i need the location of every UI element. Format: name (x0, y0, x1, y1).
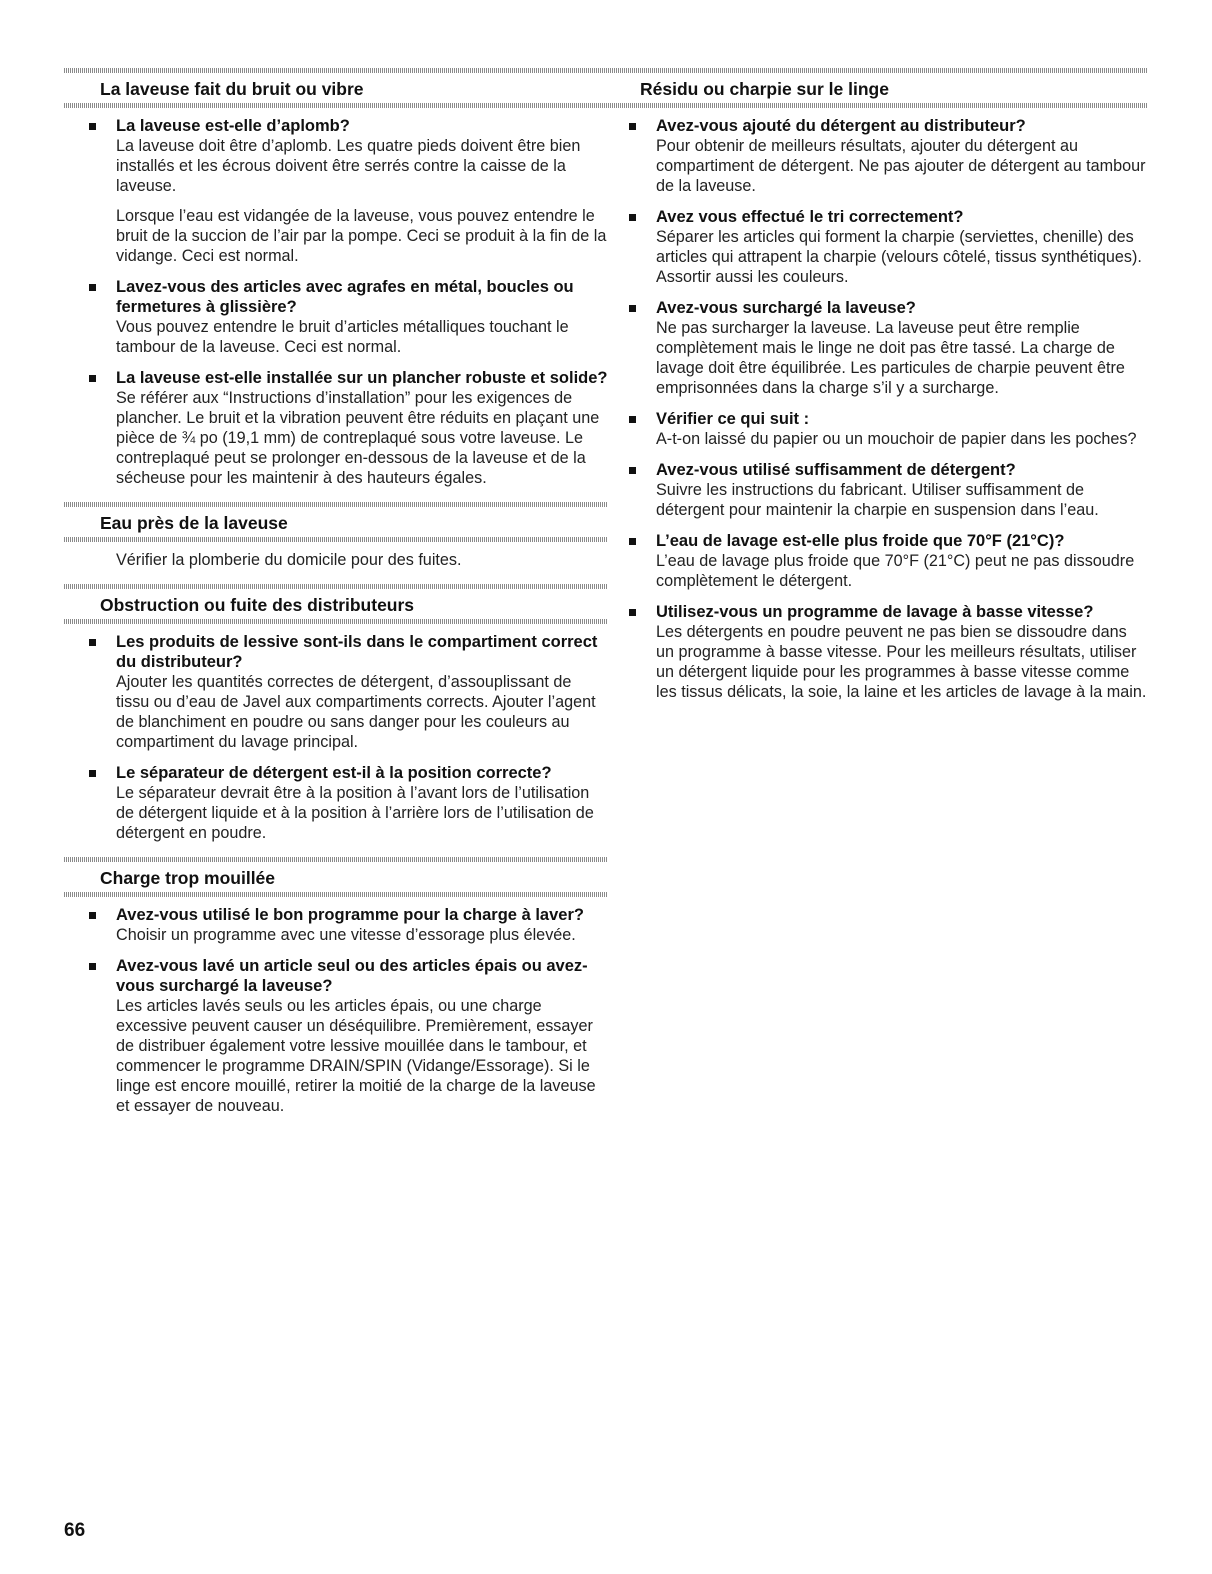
list-item (604, 409, 1148, 449)
list-item (64, 632, 608, 752)
section-header (64, 857, 608, 897)
list-item (604, 460, 1148, 520)
square-bullet-icon (89, 284, 96, 291)
section-title: Obstruction ou fuite des distributeurs (100, 595, 415, 615)
page-number: 66 (64, 1520, 86, 1541)
section-title: Eau près de la laveuse (100, 513, 288, 533)
section-text: Vérifier la plomberie du domicile pour des fuites. (116, 551, 462, 569)
question: Avez-vous surchargé la laveuse? (656, 299, 916, 317)
answer: Se référer aux “Instructions d’installation” pour les exigences de plancher. Le bruit et la vibration peuvent être réduits en plaçant une pièce de ¾ po (19,1 mm) de contreplaqué sous votre laveuse. Le contreplaqué peut se prolonger en-dessous de la laveuse et de la sécheuse pour les maintenir à des hauteurs égales. (116, 389, 600, 487)
answer: Le séparateur devrait être à la position à l’avant lors de l’utilisation de détergent liquide et à la position à l’arrière lors de l’utilisation de détergent en poudre. (116, 784, 594, 842)
square-bullet-icon (629, 467, 636, 474)
list-item (604, 298, 1148, 398)
list-item (604, 116, 1148, 196)
answer: Vous pouvez entendre le bruit d’articles métalliques touchant le tambour de la laveuse. Ceci est normal. (116, 318, 569, 356)
section-title: La laveuse fait du bruit ou vibre (100, 79, 364, 99)
answer: Suivre les instructions du fabricant. Utiliser suffisamment de détergent pour maintenir la charpie en suspension dans l’eau. (656, 481, 1099, 519)
section-noise-vibration (64, 68, 608, 488)
question: Les produits de lessive sont-ils dans le compartiment correct du distributeur? (116, 633, 598, 671)
square-bullet-icon (629, 416, 636, 423)
square-bullet-icon (629, 538, 636, 545)
answer: Les articles lavés seuls ou les articles épais, ou une charge excessive peuvent causer un déséquilibre. Premièrement, essayer de distribuer également votre lessive mouillée dans le tambour, et commencer le programme DRAIN/SPIN (Vidange/Essorage). Si le linge est encore mouillé, retirer la moitié de la charge de la laveuse et essayer de nouveau. (116, 997, 596, 1115)
square-bullet-icon (629, 214, 636, 221)
list-item (64, 956, 608, 1116)
answer: La laveuse doit être d’aplomb. Les quatre pieds doivent être bien installés et les écrous doivent être serrés contre la caisse de la laveuse. (116, 137, 581, 195)
square-bullet-icon (629, 609, 636, 616)
answer: Ajouter les quantités correctes de détergent, d’assouplissant de tissu ou d’eau de Javel aux compartiments corrects. Ajouter l’agent de blanchiment en poudre ou sans danger pour les couleurs au compartiment du lavage principal. (116, 673, 596, 751)
question: Le séparateur de détergent est-il à la position correcte? (116, 764, 552, 782)
square-bullet-icon (89, 123, 96, 130)
list-item (604, 602, 1148, 702)
question: Vérifier ce qui suit : (656, 410, 810, 428)
square-bullet-icon (89, 375, 96, 382)
question: La laveuse est-elle d’aplomb? (116, 117, 350, 135)
question: L’eau de lavage est-elle plus froide que 70°F (21°C)? (656, 532, 1065, 550)
question: Avez-vous ajouté du détergent au distributeur? (656, 117, 1026, 135)
list-item (64, 905, 608, 945)
list-item (64, 116, 608, 266)
list-item (64, 277, 608, 357)
question: La laveuse est-elle installée sur un plancher robuste et solide? (116, 369, 608, 387)
answer: Ne pas surcharger la laveuse. La laveuse peut être remplie complètement mais le linge ne doit pas être tassé. La charge de lavage doit être équilibrée. Les particules de charpie peuvent être emprisonnées dans la charge s’il y a surcharge. (656, 319, 1125, 397)
list-item (64, 763, 608, 843)
answer: A-t-on laissé du papier ou un mouchoir de papier dans les poches? (656, 430, 1137, 448)
answer: Séparer les articles qui forment la charpie (serviettes, chenille) des articles qui attrapent la charpie (velours côtelé, tissus synthétiques). Assortir aussi les couleurs. (656, 228, 1142, 286)
section-title: Charge trop mouillée (100, 868, 276, 888)
answer: Pour obtenir de meilleurs résultats, ajouter du détergent au compartiment de détergent. Ne pas ajouter de détergent au tambour de la laveuse. (656, 137, 1146, 195)
answer: L’eau de lavage plus froide que 70°F (21°C) peut ne pas dissoudre complètement le détergent. (656, 552, 1135, 590)
answer: Choisir un programme avec une vitesse d’essorage plus élevée. (116, 926, 576, 944)
list-item (604, 531, 1148, 591)
question: Lavez-vous des articles avec agrafes en métal, boucles ou fermetures à glissière? (116, 278, 574, 316)
square-bullet-icon (629, 305, 636, 312)
left-column (64, 68, 608, 1130)
section-header (64, 68, 608, 108)
right-column (604, 68, 1148, 716)
question: Utilisez-vous un programme de lavage à basse vitesse? (656, 603, 1094, 621)
square-bullet-icon (89, 770, 96, 777)
answer: Lorsque l’eau est vidangée de la laveuse, vous pouvez entendre le bruit de la succion de l’air par la pompe. Ceci se produit à la fin de la vidange. Ceci est normal. (116, 207, 607, 265)
square-bullet-icon (89, 912, 96, 919)
answer: Les détergents en poudre peuvent ne pas bien se dissoudre dans un programme à basse vitesse. Pour les meilleurs résultats, utiliser un détergent liquide pour les programmes à basse vitesse comme les tissus délicats, la soie, la laine et les articles de lavage à la main. (656, 623, 1147, 701)
section-water-near-washer (64, 502, 608, 570)
list-item (604, 207, 1148, 287)
section-header (64, 502, 608, 542)
section-header (64, 584, 608, 624)
section-header (604, 68, 1148, 108)
section-dispenser-clog (64, 584, 608, 843)
section-residue-lint (604, 68, 1148, 702)
square-bullet-icon (89, 963, 96, 970)
question: Avez-vous utilisé suffisamment de détergent? (656, 461, 1016, 479)
section-load-too-wet (64, 857, 608, 1116)
section-title: Résidu ou charpie sur le linge (640, 79, 889, 99)
square-bullet-icon (89, 639, 96, 646)
question: Avez-vous lavé un article seul ou des articles épais ou avez-vous surchargé la laveuse? (116, 957, 588, 995)
square-bullet-icon (629, 123, 636, 130)
question: Avez vous effectué le tri correctement? (656, 208, 964, 226)
list-item (64, 368, 608, 488)
question: Avez-vous utilisé le bon programme pour la charge à laver? (116, 906, 584, 924)
